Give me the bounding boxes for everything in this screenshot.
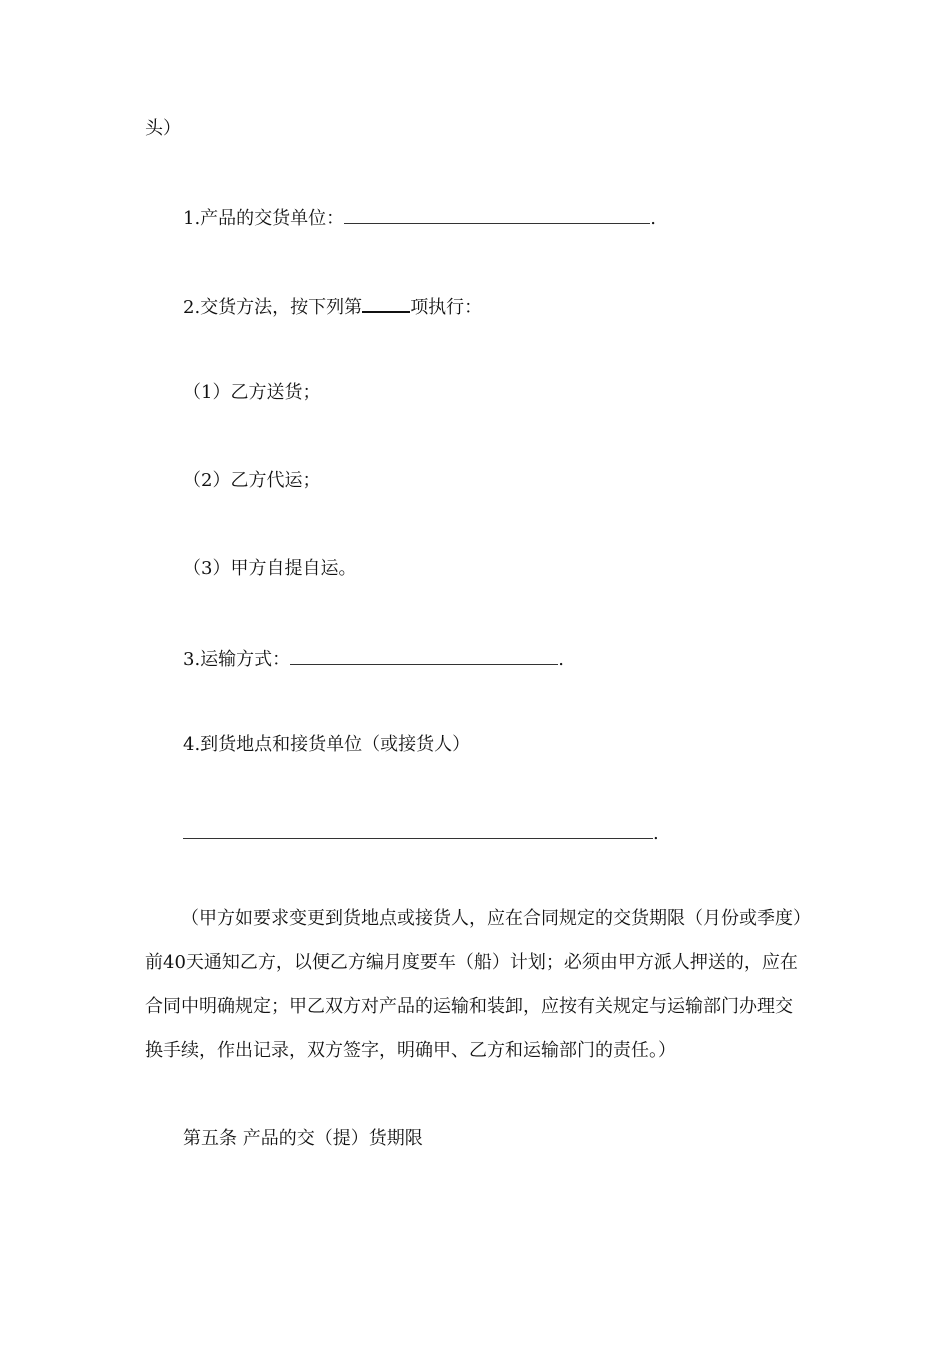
option-1-label: （1）乙方送货；: [183, 382, 321, 403]
item3-end: .: [558, 649, 564, 670]
item3-label: 3.运输方式：: [183, 649, 291, 670]
item-transport-method: [183, 646, 564, 672]
carry-over-text: [145, 117, 181, 141]
article-5-heading: [183, 1127, 423, 1151]
item4-end: .: [653, 823, 659, 844]
arrival-location-line: [183, 820, 659, 846]
arrival-location-blank[interactable]: [183, 820, 653, 839]
option-3-label: （3）甲方自提自运。: [183, 558, 357, 579]
delivery-method-blank[interactable]: [362, 293, 410, 313]
option-3: [183, 557, 356, 581]
item1-label: 1.产品的交货单位：: [183, 208, 345, 229]
option-1: [183, 381, 320, 405]
item4-label: 4.到货地点和接货单位（或接货人）: [183, 734, 471, 755]
option-2: [183, 469, 320, 493]
item-delivery-unit: [183, 205, 656, 231]
item2-after: 项执行：: [410, 297, 483, 318]
transport-method-blank[interactable]: [290, 646, 558, 665]
item2-before: 2.交货方法，按下列第: [183, 297, 363, 318]
item-arrival-location: [183, 733, 470, 757]
delivery-unit-blank[interactable]: [344, 205, 650, 224]
item1-end: .: [650, 208, 656, 229]
carry-over-label: 头）: [145, 118, 181, 139]
item-delivery-method: [183, 293, 482, 320]
article-5-label: 第五条 产品的交（提）货期限: [183, 1128, 423, 1149]
option-2-label: （2）乙方代运；: [183, 470, 321, 491]
note-paragraph: （甲方如要求变更到货地点或接货人，应在合同规定的交货期限（月份或季度）前40天通知乙方，以便乙方编月度要车（船）计划；必须由甲方派人押送的，应在合同中明确规定；甲乙双方对产品的运输和装卸，应按有关规定与运输部门办理交换手续，作出记录，双方签字，明确甲、乙方和运输部门的责任。）: [145, 908, 802, 1061]
